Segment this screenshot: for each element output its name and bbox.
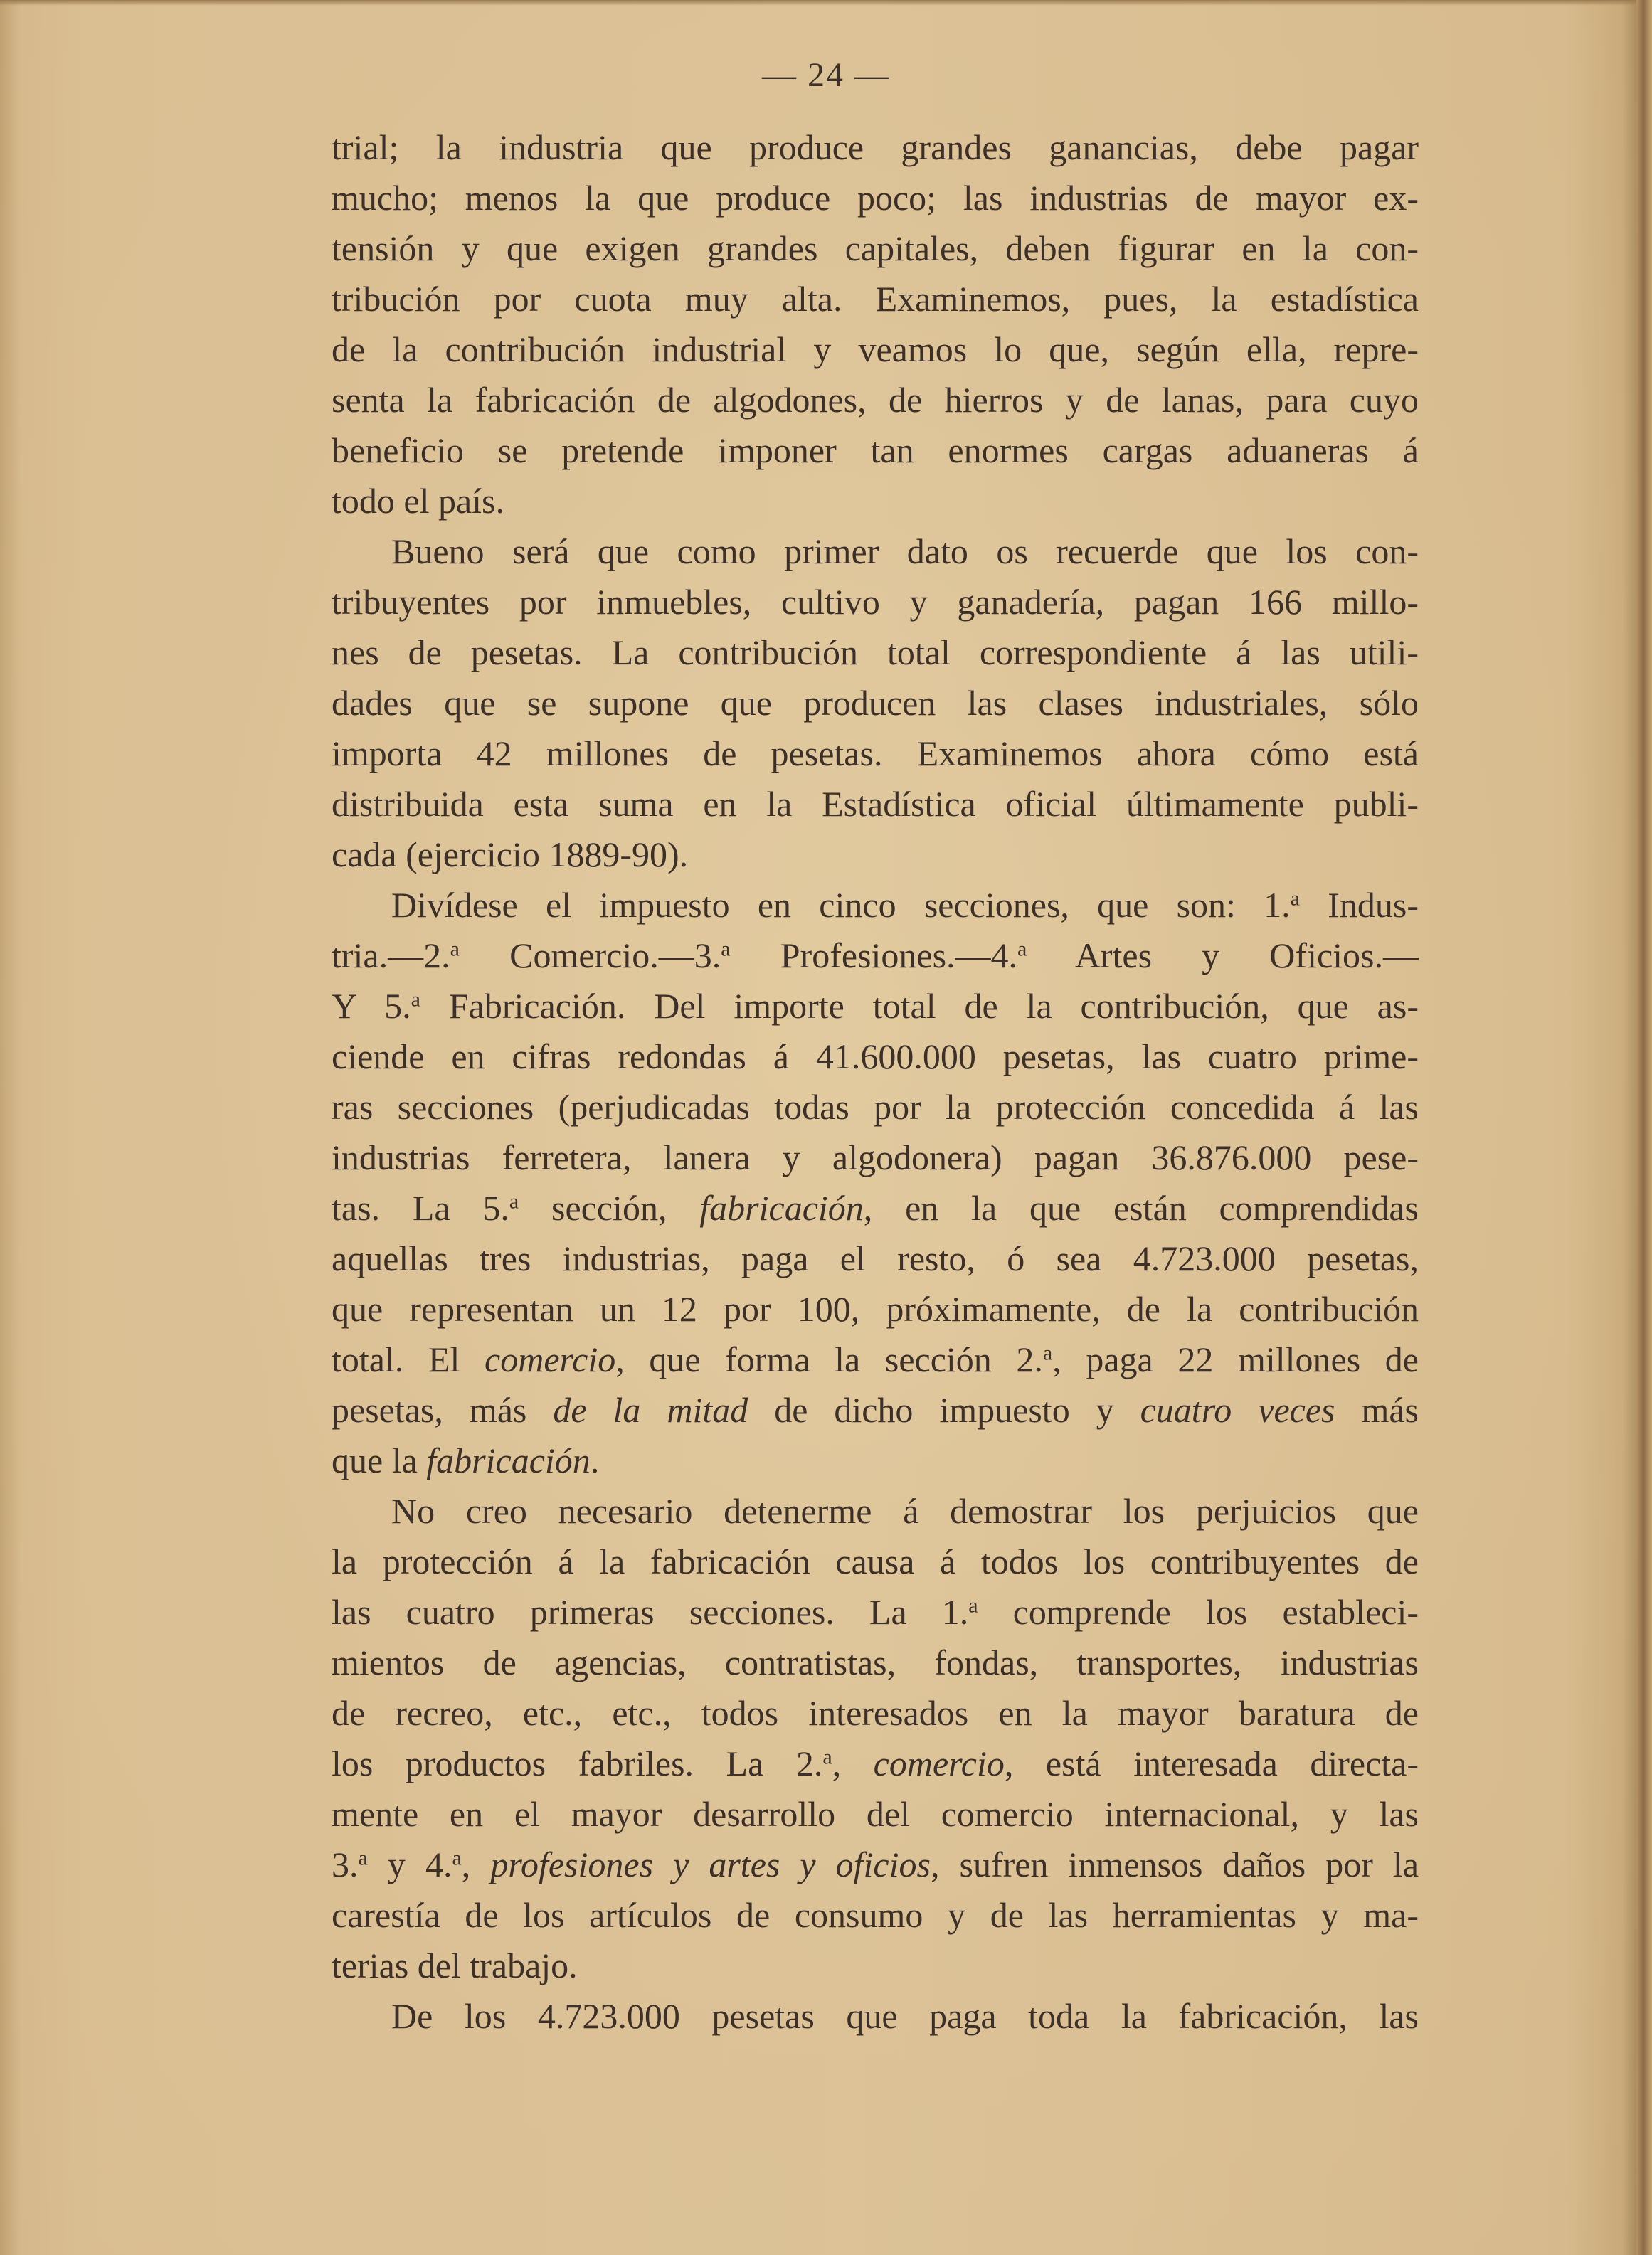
text-line: todo el país. [332,481,505,521]
ordinal-superscript: a [509,1189,519,1214]
text-line: tria.—2.$^a$ Comercio.—3.$^a$ Profesiones.—4.$^a$ Artes y Oficios.— [332,935,1419,975]
ordinal-superscript: a [450,937,460,961]
text-line: terias del trabajo. [332,1946,578,1985]
italic-phrase: profesiones y artes y oficios [490,1845,931,1884]
text-line: de la contribución industrial y veamos lo que, según ella, repre- [332,329,1419,369]
body-text [332,122,1419,2042]
text-line: las cuatro primeras secciones. La 1.$^a$ comprende los estableci- [332,1592,1419,1632]
text-line: aquellas tres industrias, paga el resto, ó sea 4.723.000 pesetas, [332,1238,1419,1278]
text-line: que la fabricación. [332,1440,600,1480]
text-line: De los 4.723.000 pesetas que paga toda la fabricación, las [391,1996,1419,2036]
paragraph [332,526,1419,880]
ordinal-superscript: a [822,1745,832,1769]
text-line: de recreo, etc., etc., todos interesados en la mayor baratura de [332,1693,1419,1733]
text-line: mientos de agencias, contratistas, fondas, transportes, industrias [332,1643,1419,1682]
text-line: senta la fabricación de algodones, de hierros y de lanas, para cuyo [332,380,1419,420]
ordinal-superscript: a [411,987,420,1012]
text-line: total. El comercio, que forma la sección 2.$^a$, paga 22 millones de [332,1339,1419,1379]
text-line: tensión y que exigen grandes capitales, deben figurar en la con- [332,228,1419,268]
text-line: Y 5.$^a$ Fabricación. Del importe total de la contribución, que as- [332,986,1419,1026]
ordinal-superscript: a [721,937,731,961]
text-line: ciende en cifras redondas á 41.600.000 pesetas, las cuatro prime- [332,1036,1419,1076]
text-line: los productos fabriles. La 2.$^a$, comercio, está interesada directa- [332,1744,1419,1783]
ordinal-superscript: a [1290,886,1300,911]
italic-phrase: fabricación [699,1188,864,1228]
text-line: importa 42 millones de pesetas. Examinemos ahora cómo está [332,733,1419,773]
text-line: No creo necesario detenerme á demostrar los perjuicios que [391,1491,1419,1531]
text-line: mucho; menos la que produce poco; las industrias de mayor ex- [332,178,1419,218]
ordinal-superscript: a [358,1846,368,1870]
ordinal-superscript: a [1017,937,1027,961]
text-line: beneficio se pretende imponer tan enormes cargas aduaneras á [332,430,1419,470]
text-line: tas. La 5.$^a$ sección, fabricación, en la que están comprendidas [332,1188,1419,1228]
text-line: industrias ferretera, lanera y algodonera) pagan 36.876.000 pese- [332,1137,1419,1177]
paragraph [332,122,1419,526]
italic-phrase: comercio [485,1339,616,1379]
text-line: carestía de los artículos de consumo y de las herramientas y ma- [332,1895,1419,1935]
text-line: 3.$^a$ y 4.$^a$, profesiones y artes y oficios, sufren inmensos daños por la [332,1845,1419,1884]
paragraph [332,1991,1419,2042]
ordinal-superscript: a [452,1846,462,1870]
text-line: mente en el mayor desarrollo del comercio internacional, y las [332,1794,1419,1834]
text-line: Divídese el impuesto en cinco secciones, que son: 1.$^a$ Indus- [391,885,1419,925]
page-binding-edge [1636,0,1652,2255]
text-line: tribución por cuota muy alta. Examinemos, pues, la estadística [332,279,1419,319]
paragraph [332,880,1419,1486]
ordinal-superscript: a [968,1593,978,1618]
ordinal-superscript: a [1042,1341,1053,1365]
text-line: Bueno será que como primer dato os recuerde que los con- [391,531,1419,571]
italic-phrase: fabricación [426,1440,591,1480]
text-line: nes de pesetas. La contribución total correspondiente á las utili- [332,632,1419,672]
text-line: distribuida esta suma en la Estadística oficial últimamente publi- [332,784,1419,824]
text-line: dades que se supone que producen las clases industriales, sólo [332,683,1419,723]
page-top-edge [0,0,1652,6]
text-line: trial; la industria que produce grandes ganancias, debe pagar [332,127,1419,167]
paragraph [332,1486,1419,1991]
italic-phrase: de la mitad [553,1390,748,1430]
text-line: que representan un 12 por 100, próximamente, de la contribución [332,1289,1419,1329]
text-line: la protección á la fabricación causa á todos los contribuyentes de [332,1542,1419,1581]
text-line: ras secciones (perjudicadas todas por la protección concedida á las [332,1087,1419,1127]
italic-phrase: comercio [873,1744,1005,1783]
text-line: pesetas, más de la mitad de dicho impuesto y cuatro veces más [332,1390,1419,1430]
text-line: cada (ejercicio 1889-90). [332,834,689,874]
page-number: — 24 — [762,56,890,94]
text-line: tribuyentes por inmuebles, cultivo y ganadería, pagan 166 millo- [332,582,1419,622]
italic-phrase: cuatro veces [1140,1390,1335,1430]
